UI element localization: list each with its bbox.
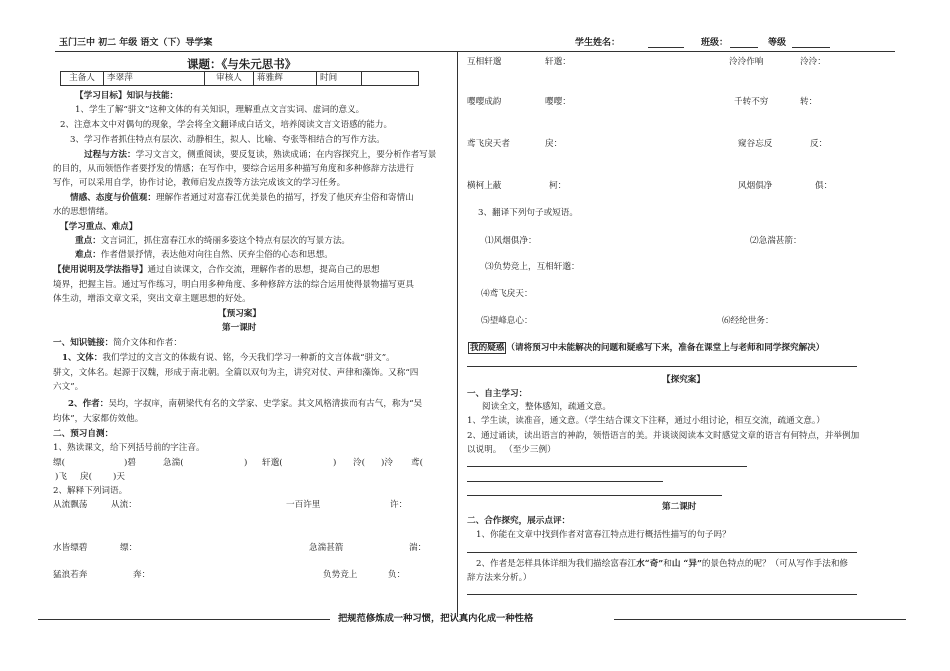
- vocab-l1-d: 许：: [390, 500, 408, 510]
- style-line-1: [62, 353, 395, 364]
- footer-motto: 把规范修炼成一种习惯，把认真内化成一种性格: [338, 613, 534, 624]
- vocab-r1-a: 互相轩邈: [467, 57, 502, 67]
- process-label: 过程与方法：: [84, 150, 136, 160]
- process-text-1: 学习文言文，侧重阅读，要反复读，熟读成诵；在内容探究上，要分析作者写景: [135, 150, 437, 160]
- style-label: 1、文体：: [62, 353, 103, 363]
- phon-1b: )碧: [124, 458, 136, 468]
- phon-1d: ): [244, 458, 248, 468]
- key-label: 重点：: [75, 236, 101, 246]
- footer-rule-left: [38, 619, 330, 620]
- coop-2-line1: [476, 559, 848, 570]
- phon-1e: 轩邈(: [262, 458, 283, 468]
- self-1: 1、学生读，读准音，通文意。（学生结合课文下注释，通过小组讨论，相互交流，疏通文意。）: [467, 416, 825, 426]
- vocab-l2-d: 湍：: [409, 543, 427, 553]
- vocab-l1-a: 从流飘荡: [53, 500, 88, 510]
- coop-2-a: 2、作者是怎样具体详细为我们描绘富春江: [476, 559, 637, 569]
- style-line-3: 六文”。: [53, 382, 84, 392]
- goal-2: 2、注意本文中对偶句的现象，学会将全文翻译成白话文，培养阅读文言文语感的能力。: [60, 120, 393, 130]
- coop-answer-line-2[interactable]: [467, 594, 857, 595]
- coop-2-water: 水“奇”: [636, 559, 664, 569]
- process-line-1: [84, 150, 436, 161]
- explore-heading: 【探究案】: [662, 375, 705, 385]
- goal-1: 1、学生了解“骈文”这种文体的有关知识，理解重点文言实词、虚词的意义。: [75, 105, 365, 115]
- column-divider: [457, 52, 458, 617]
- difficult-line: [75, 250, 333, 261]
- vocab-r2-c: 千转不穷: [734, 97, 769, 107]
- answer-line-1[interactable]: [467, 466, 747, 467]
- header-course: 玉门三中 初二 年级 语文（下）导学案: [59, 38, 213, 48]
- doubt-answer-line[interactable]: [467, 366, 857, 367]
- process-line-3: 写作，可以采用自学，协作讨论，教师启发点拨等方法完成该文的学习任务。: [53, 178, 346, 188]
- usage-text-1: 通过自读课文，合作交流，理解作者的思想，提高自己的思想: [147, 265, 380, 275]
- vocab-r2-b: 嘤嘤：: [545, 97, 571, 107]
- phon-1a: 缥(: [53, 458, 65, 468]
- preparer-label: 主备人: [61, 72, 104, 86]
- emotion-text-1: 理解作者通过对富春江优美景色的描写，抒发了他厌弃尘俗和寄情山: [155, 193, 414, 203]
- vocab-r3-d: 反：: [810, 139, 828, 149]
- answer-line-3[interactable]: [467, 495, 722, 496]
- trans-1-r: ⑵急湍甚箭：: [750, 236, 802, 246]
- reviewer: 蒋雅辉: [254, 72, 317, 86]
- trans-4-l: ⑸望峰息心：: [481, 316, 533, 326]
- sec1-line: [53, 338, 182, 349]
- phon-2b: 戾(: [80, 472, 92, 482]
- emotion-line-1: [70, 193, 414, 204]
- doubt-label: 我的疑惑: [470, 343, 505, 353]
- usage-line-1: [53, 265, 380, 276]
- vocab-r1-d: 泠泠：: [800, 57, 826, 67]
- vocab-l3-c: 负势竞上: [323, 570, 358, 580]
- sec2-heading: 二、预习自测：: [53, 429, 114, 439]
- time-label: 时间: [317, 72, 362, 86]
- self-2-line2: 以说明。 （至少三例）: [467, 445, 556, 455]
- footer-rule-right: [614, 619, 906, 620]
- self-2-line1: 2、通过诵读，读出语言的神韵，领悟语言的美。并谈谈阅读本文时感觉文章的语言有何特点，并举例加: [467, 431, 860, 441]
- vocab-l2-c: 急湍甚箭: [309, 543, 344, 553]
- key-line: [75, 236, 350, 247]
- phon-1g: 泠(: [353, 458, 365, 468]
- preview-heading: 【预习案】: [218, 309, 261, 319]
- difficult-label: 难点：: [75, 250, 101, 260]
- style-text-1: 我们学过的文言文的体裁有说、铭，今天我们学习一种新的文言体裁“骈文”。: [102, 353, 395, 363]
- trans-1-l: ⑴风烟俱净：: [485, 236, 537, 246]
- coop-2-mountain: 山 “异”: [671, 559, 702, 569]
- vocab-r2-d: 转：: [800, 97, 818, 107]
- usage-heading: 【使用说明及学法指导】: [53, 265, 148, 275]
- sec1-text: 简介文体和作者：: [113, 338, 182, 348]
- vocab-r1-c: 泠泠作响: [729, 57, 764, 67]
- phon-1c: 急湍(: [163, 458, 184, 468]
- vocab-r1-b: 轩邈：: [545, 57, 571, 67]
- author-label: 2、作者：: [68, 399, 109, 409]
- coop-heading: 二、合作探究，展示点评：: [467, 516, 571, 526]
- q1-text: 1、熟读课文，给下列括号前的字注音。: [53, 443, 205, 453]
- style-line-2: 骈文，文体名。起源于汉魏，形成于南北朝。全篇以双句为主，讲究对仗、声律和藻饰。又称“四: [53, 368, 419, 378]
- answer-line-2[interactable]: [467, 481, 663, 482]
- coop-1: 1、你能在文章中找到作者对富春江特点进行概括性描写的句子吗？: [476, 530, 731, 540]
- phon-1h: )泠: [381, 458, 393, 468]
- author-line-1: [68, 399, 422, 410]
- difficult-text: 作者借景抒情，表达他对向往自然、厌弃尘俗的心态和思想。: [100, 250, 333, 260]
- usage-line-3: 体生动，增添文章文采，突出文章主题思想的好处。: [53, 294, 251, 304]
- coop-answer-line-1[interactable]: [467, 552, 857, 553]
- self-intro: 阅读全文，整体感知，疏通文意。: [482, 402, 611, 412]
- time-value[interactable]: [362, 72, 419, 86]
- vocab-l1-b: 从流：: [111, 500, 137, 510]
- coop-2-b: 的景色特点的呢？（可从写作手法和修: [701, 559, 849, 569]
- vocab-l2-b: 缥：: [120, 543, 138, 553]
- q2-text: 2、解释下列词语。: [53, 486, 128, 496]
- phon-2c: )天: [113, 472, 125, 482]
- meta-table: [60, 71, 419, 86]
- q3-text: 3、翻译下列句子或短语。: [478, 208, 578, 218]
- trans-2-l: ⑶负势竞上，互相轩邈：: [485, 262, 580, 272]
- vocab-l3-b: 奔：: [133, 570, 151, 580]
- vocab-r3-a: 鸢飞戾天者: [467, 139, 510, 149]
- vocab-r4-b: 柯：: [549, 181, 567, 191]
- author-text-1: 吴均，字叔庠，南朝梁代有名的文学家、史学家。其文风格清拔而有古气，称为“吴: [108, 399, 423, 409]
- goal-3: 3、学习作者抓住特点有层次、动静相生，拟人、比喻、夸张等相结合的写作方法。: [70, 135, 385, 145]
- self-heading: 一、自主学习：: [467, 389, 528, 399]
- vocab-r2-a: 嘤嘤成韵: [467, 97, 502, 107]
- lesson2-heading: 第二课时: [662, 502, 697, 512]
- key-text: 文言词汇，抓住富春江水的绮丽多姿这个特点有层次的写景方法。: [100, 236, 351, 246]
- phon-2a: )飞: [55, 472, 67, 482]
- preparer: 李翠萍: [104, 72, 205, 86]
- sec1-heading: 一、知识链接：: [53, 338, 114, 348]
- lesson1-heading: 第一课时: [222, 323, 257, 333]
- vocab-l3-d: 负：: [388, 570, 406, 580]
- header-name-label: 学生姓名：: [575, 38, 621, 48]
- vocab-r3-b: 戾：: [545, 139, 563, 149]
- trans-4-r: ⑹经纶世务：: [722, 316, 774, 326]
- header-class-label: 班级：: [701, 38, 729, 48]
- vocab-l1-c: 一百许里: [286, 500, 321, 510]
- trans-3-l: ⑷鸢飞戾天：: [481, 289, 533, 299]
- phon-1i: 鸢(: [411, 458, 423, 468]
- doubt-line: [468, 343, 824, 354]
- vocab-r4-c: 风烟俱净: [738, 181, 773, 191]
- keypoints-heading: 【学习重点、难点】: [60, 222, 138, 232]
- author-line-2: 均体”，大家都仿效他。: [53, 414, 144, 424]
- vocab-l3-a: 猛浪若奔: [53, 570, 88, 580]
- emotion-line-2: 水的思想情绪。: [53, 207, 114, 217]
- usage-line-2: 境界，把握主旨。通过写作练习，明白用多种角度、多种修辞方法的综合运用使得景物描写更具: [53, 280, 414, 290]
- vocab-l2-a: 水皆缥碧: [53, 543, 88, 553]
- doubt-text: （请将预习中未能解决的问题和疑惑写下来，准备在课堂上与老师和同学探究解决）: [506, 343, 825, 353]
- emotion-label: 情感、态度与价值观：: [70, 193, 156, 203]
- lesson-title: 课题：《与朱元思书》: [187, 57, 297, 71]
- vocab-r3-c: 窥谷忘反: [738, 139, 773, 149]
- coop-2-and: 和: [663, 559, 672, 569]
- coop-2-line2: 辞方法来分析。）: [467, 573, 532, 583]
- class-blank[interactable]: [730, 47, 758, 48]
- name-blank[interactable]: [648, 47, 684, 48]
- reviewer-label: 审核人: [205, 72, 254, 86]
- vocab-r4-a: 横柯上蔽: [467, 181, 502, 191]
- process-line-2: 的目的，从而领悟作者要抒发的情感；在写作中，要综合运用多种描写角度和多种修辞方法进行: [53, 164, 414, 174]
- goals-heading: 【学习目标】知识与技能：: [75, 91, 179, 101]
- vocab-r4-d: 俱：: [815, 181, 833, 191]
- phon-1f: ): [333, 458, 337, 468]
- grade-blank[interactable]: [792, 47, 830, 48]
- header-rule: [55, 51, 895, 52]
- header-grade-label: 等级: [768, 38, 787, 48]
